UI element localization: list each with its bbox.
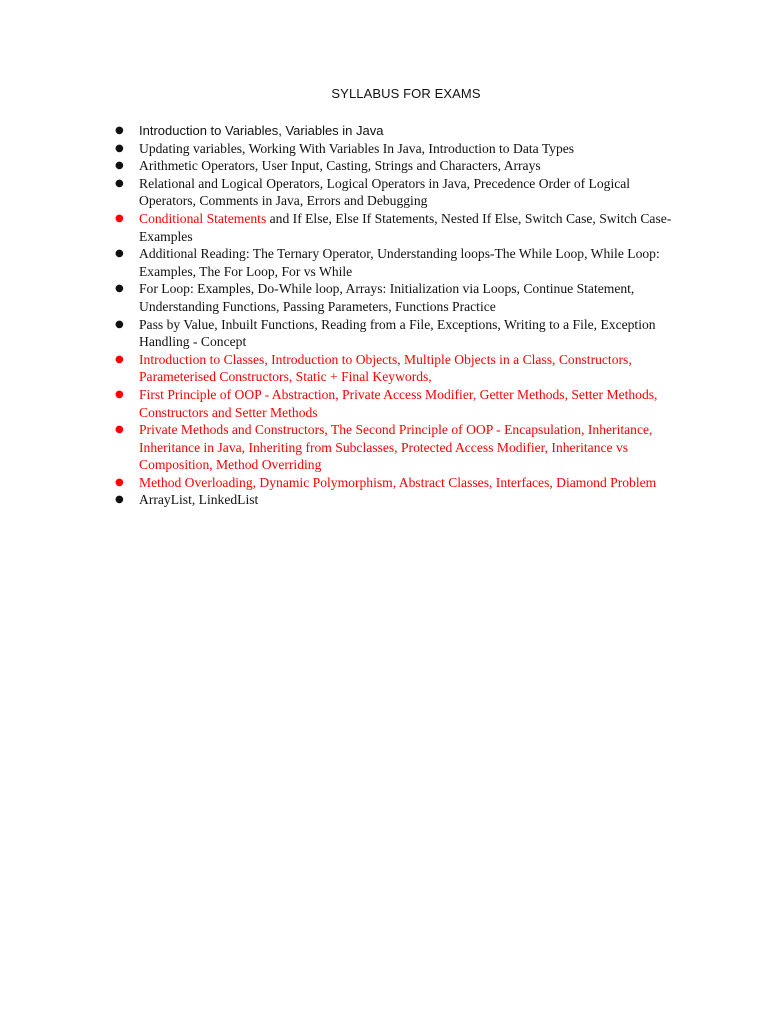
- bullet-icon: ●: [115, 248, 124, 260]
- list-item: [115, 421, 680, 474]
- list-item: [115, 175, 680, 210]
- list-item-text: First Principle of OOP - Abstraction, Private Access Modifier, Getter Methods, Setter Methods, Constructors and Setter Methods: [139, 386, 658, 420]
- list-item-text: Pass by Value, Inbuilt Functions, Reading from a File, Exceptions, Writing to a File, Exception Handling - Concept: [139, 316, 656, 350]
- list-item-text: Private Methods and Constructors, The Second Principle of OOP - Encapsulation, Inheritance, Inheritance in Java, Inheriting from Subclasses, Protected Access Modifier, Inheritance vs Composition, Method Overriding: [139, 422, 653, 473]
- bullet-icon: ●: [115, 283, 124, 295]
- bullet-icon: ●: [115, 388, 124, 400]
- list-item-text: Arithmetic Operators, User Input, Casting, Strings and Characters, Arrays: [139, 158, 541, 174]
- list-item-text: Additional Reading: The Ternary Operator, Understanding loops-The While Loop, While Loop: Examples, The For Loop, For vs While: [139, 246, 660, 279]
- list-item: [115, 245, 680, 280]
- bullet-icon: ●: [115, 318, 124, 330]
- list-item-text: ArrayList, LinkedList: [139, 492, 259, 508]
- bullet-icon: ●: [115, 212, 124, 224]
- list-item: [115, 210, 680, 245]
- bullet-icon: ●: [115, 476, 124, 488]
- list-item-text: Updating variables, Working With Variables In Java, Introduction to Data Types: [139, 140, 575, 156]
- list-item-text: For Loop: Examples, Do-While loop, Arrays: Initialization via Loops, Continue Statement, Understanding Functions, Passing Parameters, Functions Practice: [139, 281, 635, 314]
- bullet-icon: ●: [115, 160, 124, 172]
- bullet-icon: ●: [115, 494, 124, 506]
- list-item: [115, 140, 680, 158]
- list-item-text: Introduction to Classes, Introduction to Objects, Multiple Objects in a Class, Constructors, Parameterised Constructors, Static + Final Keywords,: [139, 351, 632, 385]
- list-item-text: Introduction to Variables, Variables in Java: [139, 123, 384, 138]
- list-item: [115, 280, 680, 315]
- list-item: [115, 122, 680, 140]
- list-item: [115, 474, 680, 492]
- list-item-highlight: Conditional Statements: [139, 210, 267, 226]
- bullet-icon: ●: [115, 142, 124, 154]
- list-item: [115, 157, 680, 175]
- page-title: SYLLABUS FOR EXAMS: [331, 86, 481, 101]
- list-item-text: Method Overloading, Dynamic Polymorphism, Abstract Classes, Interfaces, Diamond Problem: [139, 474, 657, 490]
- list-item-text: and If Else, Else If Statements, Nested If Else, Switch Case, Switch Case-Examples: [139, 210, 672, 244]
- bullet-icon: ●: [115, 424, 124, 436]
- list-item: [115, 491, 680, 509]
- list-item: [115, 351, 680, 386]
- list-item: [115, 316, 680, 351]
- list-item-text: Relational and Logical Operators, Logical Operators in Java, Precedence Order of Logical Operators, Comments in Java, Errors and Debugging: [139, 175, 631, 209]
- syllabus-list: [115, 122, 680, 509]
- bullet-icon: ●: [115, 353, 124, 365]
- list-item: [115, 386, 680, 421]
- bullet-icon: ●: [115, 125, 124, 136]
- bullet-icon: ●: [115, 177, 124, 189]
